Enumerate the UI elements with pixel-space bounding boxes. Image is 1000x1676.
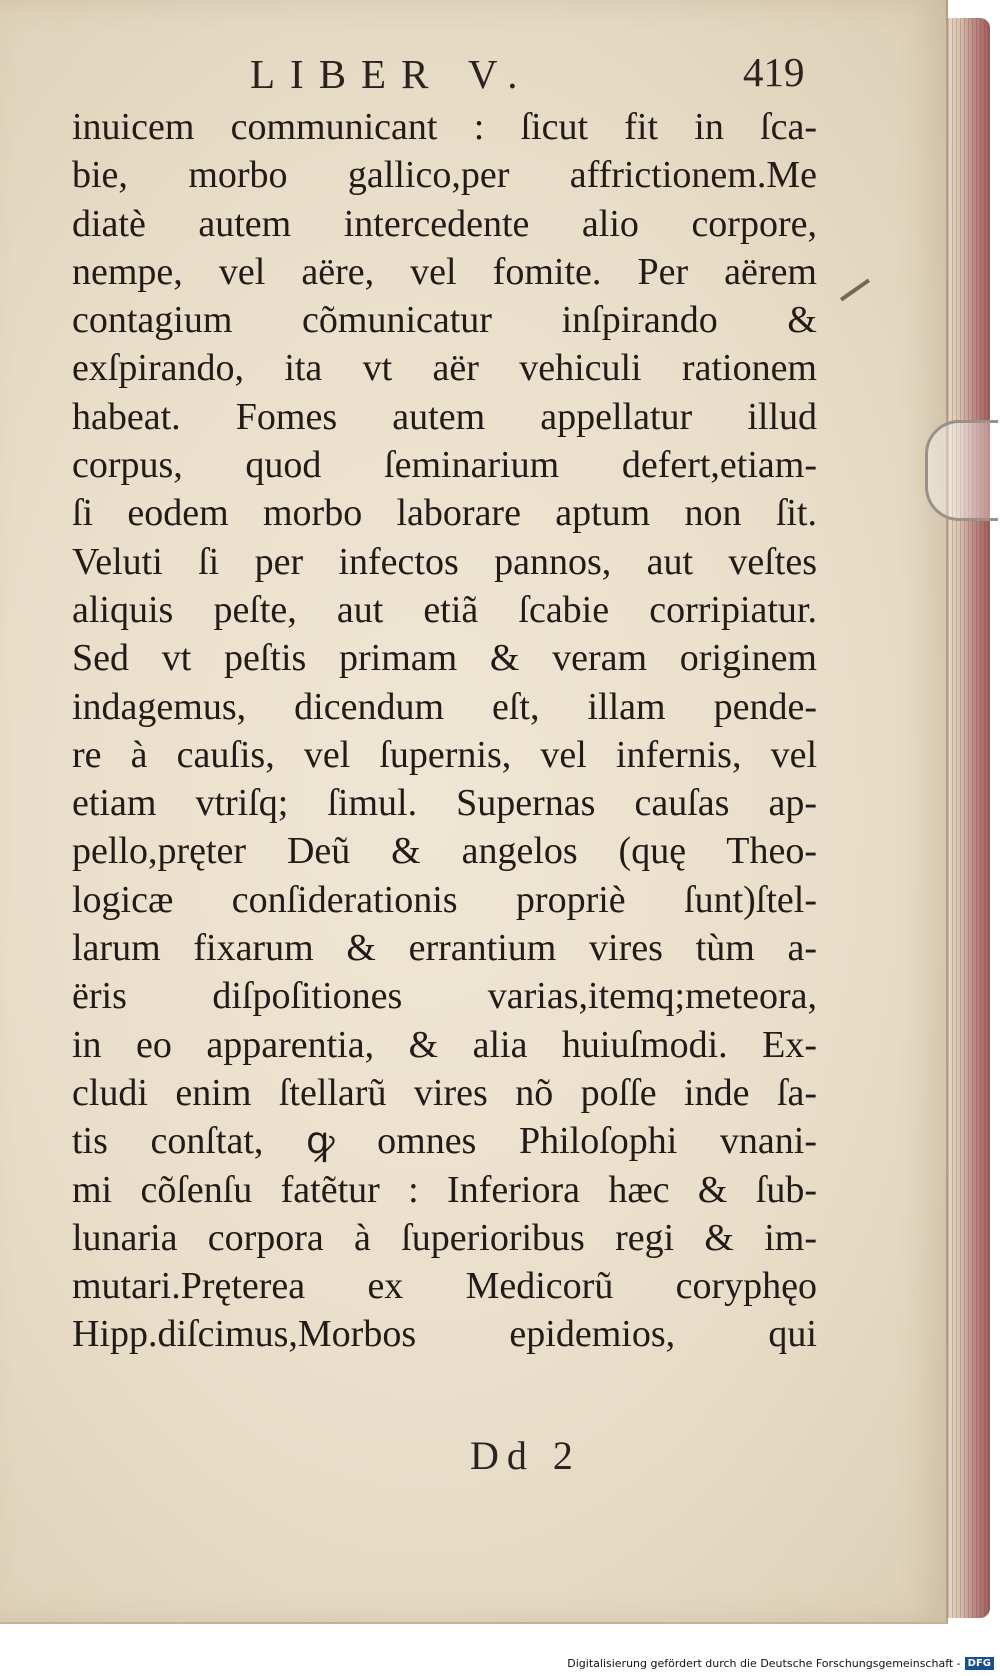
text-line: cludi enim ſtellarũ vires nõ poſſe inde ſa- — [72, 1071, 817, 1114]
text-line: habeat. Fomes autem appellatur illud — [72, 395, 817, 438]
text-line: Hipp.diſcimus,Morbos epidemios, qui — [72, 1313, 817, 1356]
text-line: inuicem communicant : ſicut fit in ſca- — [72, 106, 817, 148]
footer — [567, 1657, 994, 1670]
text-line: re à cauſis, vel ſupernis, vel infernis, vel — [72, 733, 817, 776]
text-line: corpus, quod ſeminarium defert,etiam- — [72, 444, 817, 487]
text-line: mutari.Pręterea ex Medicorũ coryphęo — [72, 1265, 817, 1308]
text-block — [72, 103, 817, 1359]
text-line: exſpirando, ita vt aër vehiculi rationem — [72, 347, 817, 390]
text-line: contagium cõmunicatur inſpirando & — [72, 299, 817, 342]
text-line: larum fixarum & errantium vires tùm a- — [72, 927, 817, 970]
running-head: LIBER V. — [250, 51, 533, 97]
text-line: logicæ conſiderationis propriè ſunt)ſtel- — [72, 878, 817, 921]
text-line: diatè autem intercedente alio corpore, — [72, 202, 817, 245]
text-line: indagemus, dicendum eſt, illam pende- — [72, 685, 817, 728]
text-line: bie, morbo gallico,per affrictionem.Me — [72, 154, 817, 197]
margin-mark — [840, 279, 870, 302]
text-line: etiam vtriſq; ſimul. Supernas cauſas ap- — [72, 782, 817, 825]
text-line: pello,pręter Deũ & angelos (quę Theo- — [72, 830, 817, 873]
text-line: aliquis peſte, aut etiã ſcabie corripiatur. — [72, 588, 817, 631]
page-clip — [925, 420, 998, 521]
text-line: tis conſtat, ꝙ omnes Philoſophi vnani- — [72, 1120, 817, 1163]
text-line: mi cõſenſu fatẽtur : Inferiora hæc & ſub- — [72, 1168, 817, 1211]
text-line: nempe, vel aëre, vel fomite. Per aërem — [72, 250, 817, 293]
text-line: ſi eodem morbo laborare aptum non ſit. — [72, 492, 817, 535]
text-line: Veluti ſi per infectos pannos, aut veſtes — [72, 540, 817, 583]
text-line: lunaria corpora à ſuperioribus regi & im- — [72, 1216, 817, 1259]
footer-credit: Digitalisierung gefördert durch die Deutsche Forschungsgemeinschaft - — [567, 1657, 961, 1670]
dfg-logo: DFG — [965, 1657, 994, 1670]
text-line: in eo apparentia, & alia huiuſmodi. Ex- — [72, 1023, 817, 1066]
page-number: 419 — [743, 49, 805, 95]
signature-mark: Dd 2 — [470, 1433, 581, 1478]
text-line: ëris diſpoſitiones varias,itemq;meteora, — [72, 975, 817, 1018]
text-line: Sed vt peſtis primam & veram originem — [72, 637, 817, 680]
